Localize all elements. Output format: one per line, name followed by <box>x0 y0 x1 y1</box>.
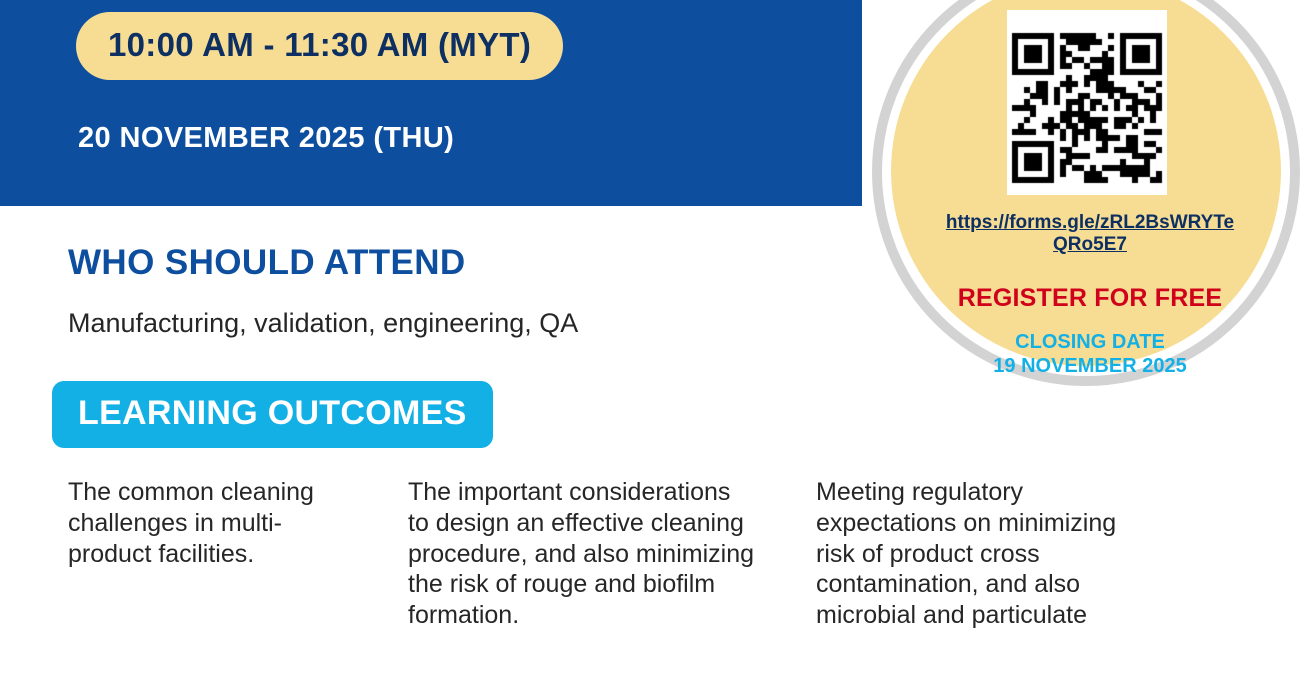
qr-code-icon[interactable] <box>1007 10 1167 195</box>
session-date: 20 NOVEMBER 2025 (THU) <box>78 122 455 154</box>
learning-outcome-item: The important considerations to design an effective cleaning procedure, and also minimizing the risk of rouge and biofilm formation. <box>408 478 755 629</box>
closing-date-value: 19 NOVEMBER 2025 <box>993 355 1187 377</box>
learning-outcomes-list <box>68 477 1238 631</box>
session-time-pill: 10:00 AM - 11:30 AM (MYT) <box>76 12 563 80</box>
learning-outcome-item: Meeting regulatory expectations on minimizing risk of product cross contamination, and also microbial and particulate <box>816 478 1117 629</box>
closing-date-block <box>940 330 1240 378</box>
registration-link[interactable]: https://forms.gle/zRL2BsWRYTeQRo5E7 <box>945 212 1235 255</box>
learning-outcome-item: The common cleaning challenges in multi-product facilities. <box>68 478 314 568</box>
qr-code-canvas <box>1011 14 1163 191</box>
closing-date-label: CLOSING DATE <box>1015 331 1165 353</box>
learning-outcomes-heading: LEARNING OUTCOMES <box>52 381 493 448</box>
register-for-free-label: REGISTER FOR FREE <box>957 284 1223 312</box>
who-should-attend-title: WHO SHOULD ATTEND <box>68 243 466 282</box>
who-should-attend-body: Manufacturing, validation, engineering, QA <box>68 308 579 338</box>
